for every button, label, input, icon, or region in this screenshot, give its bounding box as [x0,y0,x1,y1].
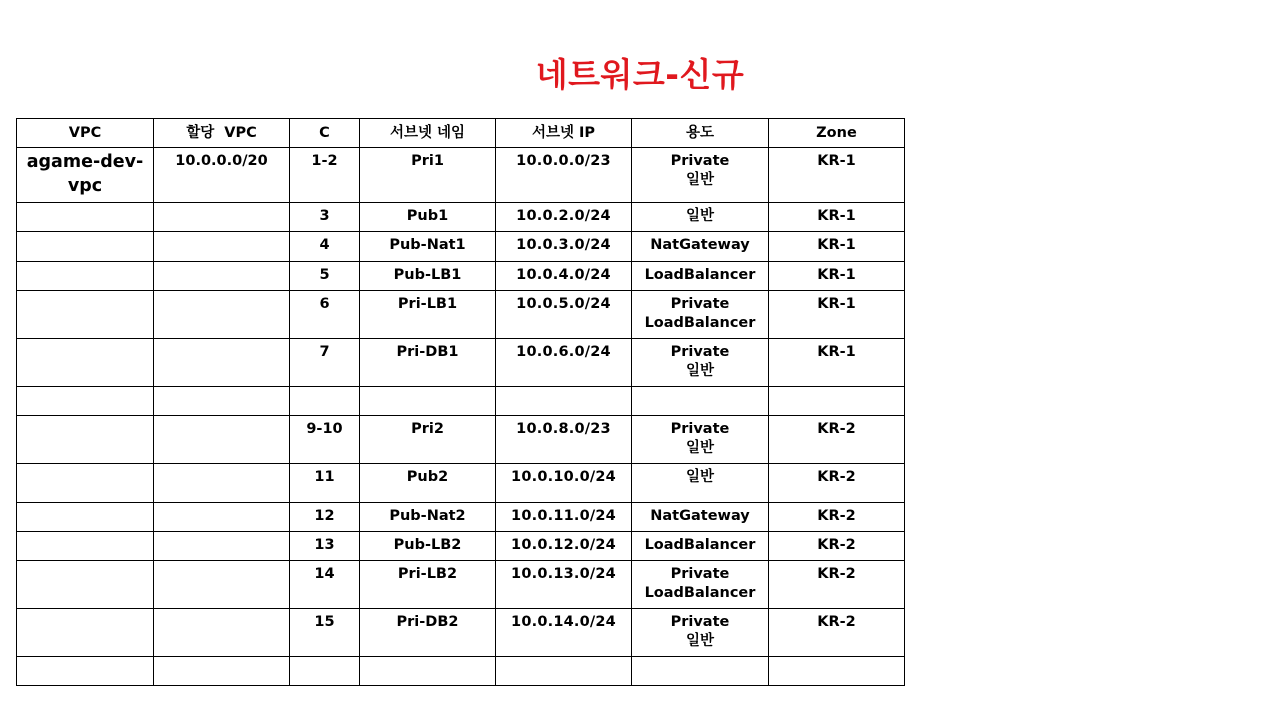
cell-c: 13 [290,532,360,561]
cell-vpc [17,416,154,464]
cell-allocated-vpc [154,532,290,561]
cell-subnet-ip: 10.0.11.0/24 [496,503,632,532]
page-title: 네트워크-신규 [535,55,745,94]
cell-subnet-ip: 10.0.8.0/23 [496,416,632,464]
cell-subnet-ip: 10.0.2.0/24 [496,203,632,232]
header-c: C [290,119,360,148]
purpose-line: Private [670,344,730,360]
cell-allocated-vpc [154,291,290,339]
cell-zone: KR-1 [769,203,905,232]
purpose-line: 일반 [685,633,714,649]
purpose-line: NatGateway [650,237,750,253]
cell-subnet-name: Pri-LB2 [360,561,496,609]
purpose-line: 일반 [685,363,714,379]
cell-allocated-vpc [154,262,290,291]
table-row [17,148,905,203]
cell-allocated-vpc [154,232,290,262]
cell-c: 7 [290,339,360,387]
cell-vpc [17,291,154,339]
cell-purpose [632,561,769,609]
cell-zone: KR-2 [769,503,905,532]
cell-c: 15 [290,609,360,657]
cell-allocated-vpc [154,203,290,232]
purpose-line: 일반 [685,440,714,456]
cell-subnet-ip: 10.0.6.0/24 [496,339,632,387]
cell-purpose [632,532,769,561]
cell-purpose [632,339,769,387]
cell-subnet-ip: 10.0.0.0/23 [496,148,632,203]
cell-vpc [17,262,154,291]
cell-subnet-ip: 10.0.12.0/24 [496,532,632,561]
cell-subnet-ip: 10.0.14.0/24 [496,609,632,657]
cell-subnet-name [360,387,496,416]
cell-zone: KR-2 [769,609,905,657]
table-row [17,561,905,609]
cell-zone [769,657,905,686]
purpose-line: Private [670,421,730,437]
cell-purpose [632,464,769,503]
cell-c [290,657,360,686]
header-subnet-ip: 서브넷 IP [496,119,632,148]
cell-subnet-name: Pub-LB2 [360,532,496,561]
purpose-line: Private [670,614,730,630]
purpose-line: LoadBalancer [644,315,756,331]
table-row [17,339,905,387]
cell-allocated-vpc [154,387,290,416]
purpose-line: NatGateway [650,508,750,524]
cell-vpc [17,561,154,609]
table-row [17,387,905,416]
cell-subnet-name: Pub-LB1 [360,262,496,291]
cell-subnet-ip: 10.0.3.0/24 [496,232,632,262]
cell-allocated-vpc [154,464,290,503]
cell-purpose [632,148,769,203]
cell-c: 6 [290,291,360,339]
header-purpose: 용도 [632,119,769,148]
cell-vpc [17,609,154,657]
cell-subnet-ip: 10.0.10.0/24 [496,464,632,503]
cell-purpose [632,416,769,464]
table-row [17,657,905,686]
cell-purpose [632,262,769,291]
cell-zone: KR-1 [769,232,905,262]
cell-zone: KR-1 [769,262,905,291]
cell-zone: KR-2 [769,532,905,561]
cell-allocated-vpc [154,416,290,464]
cell-purpose [632,609,769,657]
table-row [17,262,905,291]
cell-purpose [632,657,769,686]
cell-purpose [632,232,769,262]
cell-allocated-vpc [154,609,290,657]
table-row [17,532,905,561]
cell-zone: KR-2 [769,561,905,609]
cell-vpc [17,532,154,561]
cell-allocated-vpc [154,561,290,609]
purpose-line: Private [670,296,730,312]
table-row [17,464,905,503]
table-row [17,232,905,262]
table-row [17,609,905,657]
purpose-line: LoadBalancer [644,267,756,283]
purpose-line: Private [670,566,730,582]
cell-subnet-name: Pub-Nat2 [360,503,496,532]
table-row [17,503,905,532]
cell-zone: KR-1 [769,148,905,203]
cell-subnet-name: Pub1 [360,203,496,232]
table-header-row [17,119,905,148]
vpc-line: vpc [67,176,103,196]
cell-vpc [17,387,154,416]
table-row [17,203,905,232]
cell-subnet-name: Pub2 [360,464,496,503]
cell-subnet-ip: 10.0.5.0/24 [496,291,632,339]
cell-vpc [17,503,154,532]
table-row [17,416,905,464]
cell-vpc [17,203,154,232]
cell-purpose [632,291,769,339]
cell-vpc [17,657,154,686]
purpose-line: Private [670,153,730,169]
cell-c: 12 [290,503,360,532]
cell-zone: KR-1 [769,291,905,339]
purpose-line: LoadBalancer [644,585,756,601]
vpc-line: agame-dev- [26,152,144,172]
cell-subnet-name: Pri-DB2 [360,609,496,657]
cell-vpc [17,232,154,262]
cell-vpc [17,148,154,203]
cell-c: 1-2 [290,148,360,203]
purpose-line: LoadBalancer [644,537,756,553]
header-vpc: VPC [17,119,154,148]
cell-allocated-vpc [154,657,290,686]
cell-subnet-ip: 10.0.13.0/24 [496,561,632,609]
cell-subnet-name: Pub-Nat1 [360,232,496,262]
cell-allocated-vpc [154,339,290,387]
purpose-line: 일반 [685,208,714,224]
cell-c: 11 [290,464,360,503]
cell-purpose [632,203,769,232]
cell-c: 3 [290,203,360,232]
cell-zone: KR-2 [769,464,905,503]
cell-subnet-name: Pri1 [360,148,496,203]
table-row [17,291,905,339]
table-body [17,148,905,686]
cell-zone: KR-1 [769,339,905,387]
header-allocated-vpc: 할당 VPC [154,119,290,148]
cell-zone [769,387,905,416]
cell-zone: KR-2 [769,416,905,464]
cell-subnet-ip [496,387,632,416]
subnet-table [16,118,905,686]
cell-subnet-name: Pri-DB1 [360,339,496,387]
cell-allocated-vpc: 10.0.0.0/20 [154,148,290,203]
cell-vpc [17,339,154,387]
cell-c [290,387,360,416]
cell-vpc [17,464,154,503]
header-zone: Zone [769,119,905,148]
cell-subnet-ip: 10.0.4.0/24 [496,262,632,291]
cell-c: 14 [290,561,360,609]
cell-c: 4 [290,232,360,262]
cell-subnet-name: Pri-LB1 [360,291,496,339]
purpose-line: 일반 [685,172,714,188]
cell-allocated-vpc [154,503,290,532]
cell-c: 5 [290,262,360,291]
cell-subnet-ip [496,657,632,686]
cell-subnet-name: Pri2 [360,416,496,464]
cell-purpose [632,387,769,416]
cell-c: 9-10 [290,416,360,464]
cell-purpose [632,503,769,532]
cell-subnet-name [360,657,496,686]
purpose-line: 일반 [685,469,714,485]
header-subnet-name: 서브넷 네임 [360,119,496,148]
